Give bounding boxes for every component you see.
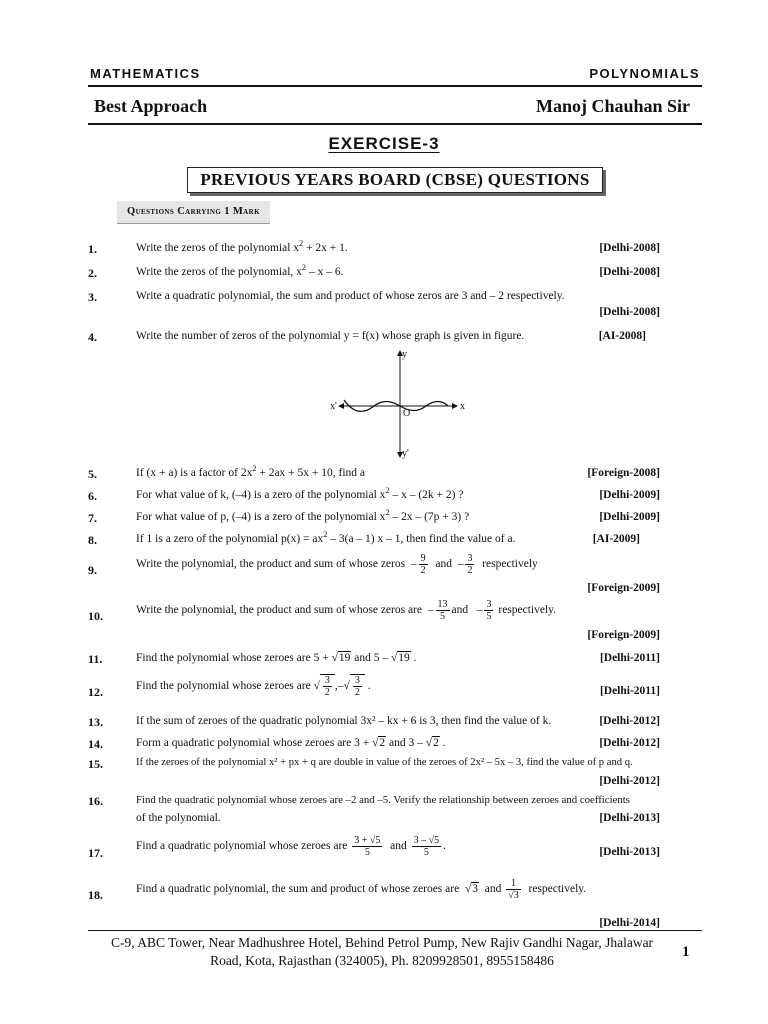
question-number: 13. <box>88 715 103 729</box>
footer-address <box>82 934 682 970</box>
fraction: $\frac{3}{2}$ <box>467 553 473 576</box>
question-number: 17. <box>88 846 103 860</box>
question-text: Write the polynomial, the product and sum of whose zeros are – $\frac{13}{5}$ and – $\frac{3}{5}$ respectively. <box>136 599 557 622</box>
question-source-tag: [Delhi-2011] <box>599 685 660 697</box>
question-source-tag: [Delhi-2012] <box>599 737 660 749</box>
question-number: 1. <box>88 242 97 256</box>
question-source-tag: [Delhi-2008] <box>599 242 660 254</box>
question-source-tag: [Foreign-2009] <box>587 629 660 641</box>
question-number: 8. <box>88 533 97 547</box>
question-text: Find a quadratic polynomial whose zeroes are $\frac{3 + √5}{5}$ and $\frac{3 - √5}{5}$ . <box>136 835 447 858</box>
question-number: 12. <box>88 685 103 699</box>
fraction: $\frac{13}{5}$ <box>437 599 448 622</box>
question-number: 9. <box>88 563 97 577</box>
y-axis-label: y <box>402 349 407 360</box>
x-neg-label: x' <box>330 401 337 412</box>
question-source-tag: [Delhi-2014] <box>599 917 660 929</box>
question-number: 10. <box>88 609 103 623</box>
x-axis-label: x <box>460 401 465 412</box>
header-rule-top <box>88 85 702 87</box>
fraction: $\frac{9}{2}$ <box>420 553 426 576</box>
question-text: Find the polynomial whose zeroes are √ $\frac{3}{2}$ ,–√ $\frac{3}{2}$ . <box>136 675 371 698</box>
origin-label: O <box>403 408 411 419</box>
question-text: Find the quadratic polynomial whose zeroes are –2 and –5. Verify the relationship between zeroes and coefficients <box>136 794 630 806</box>
question-text: Write the number of zeros of the polynomial y = f(x) whose graph is given in figure. <box>136 330 525 342</box>
question-text: Find a quadratic polynomial, the sum and product of whose zeroes are √3 and $\frac{1}{√3}$ respectively. <box>136 878 587 901</box>
question-number: 5. <box>88 467 97 481</box>
question-source-tag: [Delhi-2009] <box>599 489 660 501</box>
question-source-tag: [Delhi-2008] <box>599 306 660 318</box>
question-number: 7. <box>88 511 97 525</box>
question-number: 15. <box>88 757 103 771</box>
x-axis-arrow-neg <box>338 403 344 409</box>
question-number: 14. <box>88 737 103 751</box>
chapter-label: POLYNOMIALS <box>589 66 700 81</box>
question-text: Write the polynomial, the product and sum of whose zeros – $\frac{9}{2}$ and – $\frac{3}{2}$ respectively <box>136 553 538 576</box>
question-source-tag: [Delhi-2013] <box>599 846 660 858</box>
question-text: If 1 is a zero of the polynomial $p(x) = ax^2 - 3(a - 1)$ x – 1, then find the value of a. <box>136 530 516 545</box>
fraction: $\frac{3}{2}$ <box>324 675 330 698</box>
question-number: 2. <box>88 266 97 280</box>
question-source-tag: [Foreign-2009] <box>587 582 660 594</box>
question-number: 3. <box>88 290 97 304</box>
question-text: If (x + a) is a factor of $2x^2 + 2ax + 5x + 10$, find a <box>136 464 366 479</box>
question-source-tag: [Delhi-2009] <box>599 511 660 523</box>
exercise-title: EXERCISE-3 <box>328 134 440 153</box>
question-text: Write the zeros of the polynomial $x^2 + 2x + 1$. <box>136 239 348 254</box>
brand-label: Best Approach <box>94 96 208 116</box>
question-source-tag: [Delhi-2008] <box>599 266 660 278</box>
y-neg-label: y' <box>402 448 409 459</box>
section-banner: PREVIOUS YEARS BOARD (CBSE) QUESTIONS <box>187 167 603 193</box>
question-source-tag: [Foreign-2008] <box>587 467 660 479</box>
header-rule-bottom <box>88 123 702 125</box>
fraction: $\frac{3 - √5}{5}$ <box>413 835 440 858</box>
page-number: 1 <box>682 944 690 960</box>
question-source-tag: [AI-2009] <box>592 533 640 545</box>
fraction: $\frac{3}{2}$ <box>354 675 360 698</box>
question-text: Write a quadratic polynomial, the sum and product of whose zeros are 3 and – 2 respectively. <box>136 290 565 302</box>
fraction: $\frac{3}{5}$ <box>486 599 492 622</box>
question-number: 16. <box>88 794 103 808</box>
question-text: For what value of p, (–4) is a zero of the polynomial $x^2 - 2x - (7p + 3)$ ? <box>136 508 470 523</box>
question-text: Write the zeros of the polynomial, $x^2$ – x – 6. <box>136 263 344 278</box>
question-number: 4. <box>88 330 97 344</box>
question-number: 11. <box>88 652 103 666</box>
footer-line: Road, Kota, Rajasthan (324005), Ph. 8209928501, 8955158486 <box>210 953 554 968</box>
question-text: If the sum of zeroes of the quadratic polynomial 3x² – kx + 6 is 3, then find the value of k. <box>136 715 552 727</box>
question-source-tag: [AI-2008] <box>598 330 646 342</box>
section-heading: Questions Carrying 1 Mark <box>117 201 270 224</box>
footer-rule <box>88 930 702 931</box>
fraction: $\frac{1}{√3}$ <box>508 878 519 901</box>
question-number: 6. <box>88 489 97 503</box>
question-source-tag: [Delhi-2013] <box>599 812 660 824</box>
question-text: Form a quadratic polynomial whose zeroes are 3 + √2 and 3 – √2 . <box>136 737 446 749</box>
subject-label: MATHEMATICS <box>90 66 201 81</box>
question-text: Find the polynomial whose zeroes are 5 + √19 and 5 – √19 . <box>136 652 417 664</box>
question-text: For what value of k, (–4) is a zero of the polynomial $x^2 - x - (2k + 2)$ ? <box>136 486 464 501</box>
x-axis-arrow <box>452 403 458 409</box>
question-text: If the zeroes of the polynomial x² + px + q are double in value of the zeroes of 2x² – 5x – 3, find the value of p and q. <box>136 757 633 768</box>
question-number: 18. <box>88 888 103 902</box>
question-source-tag: [Delhi-2011] <box>599 652 660 664</box>
author-label: Manoj Chauhan Sir <box>535 96 690 116</box>
fraction: $\frac{3 + √5}{5}$ <box>354 835 381 858</box>
question-source-tag: [Delhi-2012] <box>599 715 660 727</box>
footer-line: C-9, ABC Tower, Near Madhushree Hotel, Behind Petrol Pump, New Rajiv Gandhi Nagar, Jhalawar <box>110 935 654 950</box>
question-text: of the polynomial. <box>136 812 221 824</box>
polynomial-graph <box>330 348 470 460</box>
question-source-tag: [Delhi-2012] <box>599 775 660 787</box>
